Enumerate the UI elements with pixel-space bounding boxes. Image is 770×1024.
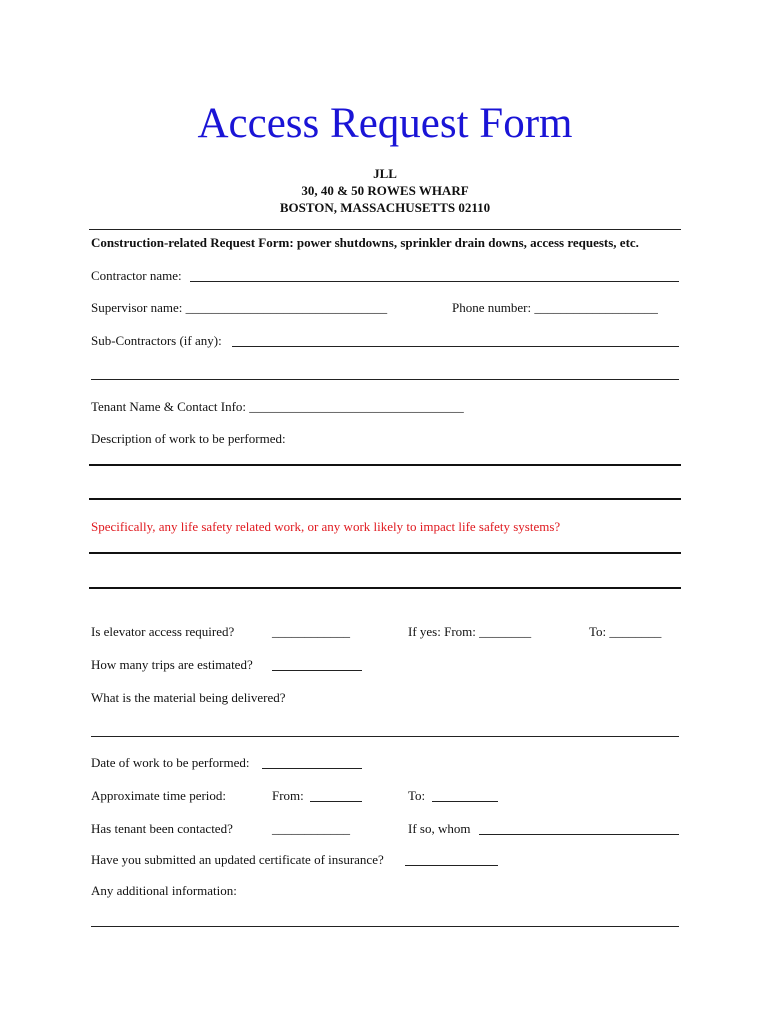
- header-divider: [89, 229, 681, 230]
- life-safety-field-1[interactable]: [89, 552, 681, 554]
- additional-info-label: Any additional information:: [91, 883, 237, 898]
- page-title: Access Request Form: [197, 100, 573, 147]
- date-field[interactable]: [262, 768, 362, 769]
- additional-info-field[interactable]: [91, 926, 679, 927]
- time-to-field[interactable]: [432, 801, 498, 802]
- to-label: To:: [408, 788, 426, 803]
- address-line-1: 30, 40 & 50 ROWES WHARF: [301, 183, 469, 198]
- material-label: What is the material being delivered?: [91, 690, 286, 705]
- subcontractors-field-2[interactable]: [91, 379, 679, 380]
- elevator-label: Is elevator access required?: [91, 624, 235, 639]
- from-label: From:: [272, 788, 304, 803]
- supervisor-field[interactable]: Supervisor name: _______________________________: [91, 300, 388, 315]
- tenant-contacted-field[interactable]: ____________: [272, 821, 350, 836]
- certificate-field[interactable]: [405, 865, 498, 866]
- subcontractors-field[interactable]: [232, 346, 679, 347]
- elevator-field[interactable]: ____________: [272, 624, 350, 639]
- company-name: JLL: [373, 166, 397, 181]
- tenant-contacted-label: Has tenant been contacted?: [91, 821, 233, 836]
- form-subtitle: Construction-related Request Form: power shutdowns, sprinkler drain downs, access requests, etc.: [91, 235, 639, 250]
- phone-field[interactable]: Phone number: ___________________: [452, 300, 658, 315]
- life-safety-field-2[interactable]: [89, 587, 681, 589]
- description-field-2[interactable]: [89, 498, 681, 500]
- material-field[interactable]: [91, 736, 679, 737]
- life-safety-question: Specifically, any life safety related work, or any work likely to impact life safety systems?: [91, 519, 561, 534]
- trips-label: How many trips are estimated?: [91, 657, 253, 672]
- trips-field[interactable]: [272, 670, 362, 671]
- whom-field[interactable]: [479, 834, 679, 835]
- date-label: Date of work to be performed:: [91, 755, 250, 770]
- tenant-info-field[interactable]: Tenant Name & Contact Info: _________________________________: [91, 399, 464, 414]
- subcontractors-label: Sub-Contractors (if any):: [91, 333, 222, 348]
- contractor-field[interactable]: [190, 281, 679, 282]
- time-from-field[interactable]: [310, 801, 362, 802]
- elevator-from-field[interactable]: If yes: From: ________: [408, 624, 532, 639]
- time-period-label: Approximate time period:: [91, 788, 227, 803]
- description-label: Description of work to be performed:: [91, 431, 286, 446]
- elevator-to-field[interactable]: To: ________: [589, 624, 662, 639]
- if-so-whom-label: If so, whom: [408, 821, 471, 836]
- certificate-label: Have you submitted an updated certificate of insurance?: [91, 852, 384, 867]
- description-field-1[interactable]: [89, 464, 681, 466]
- address-line-2: BOSTON, MASSACHUSETTS 02110: [279, 200, 491, 215]
- contractor-label: Contractor name:: [91, 268, 182, 283]
